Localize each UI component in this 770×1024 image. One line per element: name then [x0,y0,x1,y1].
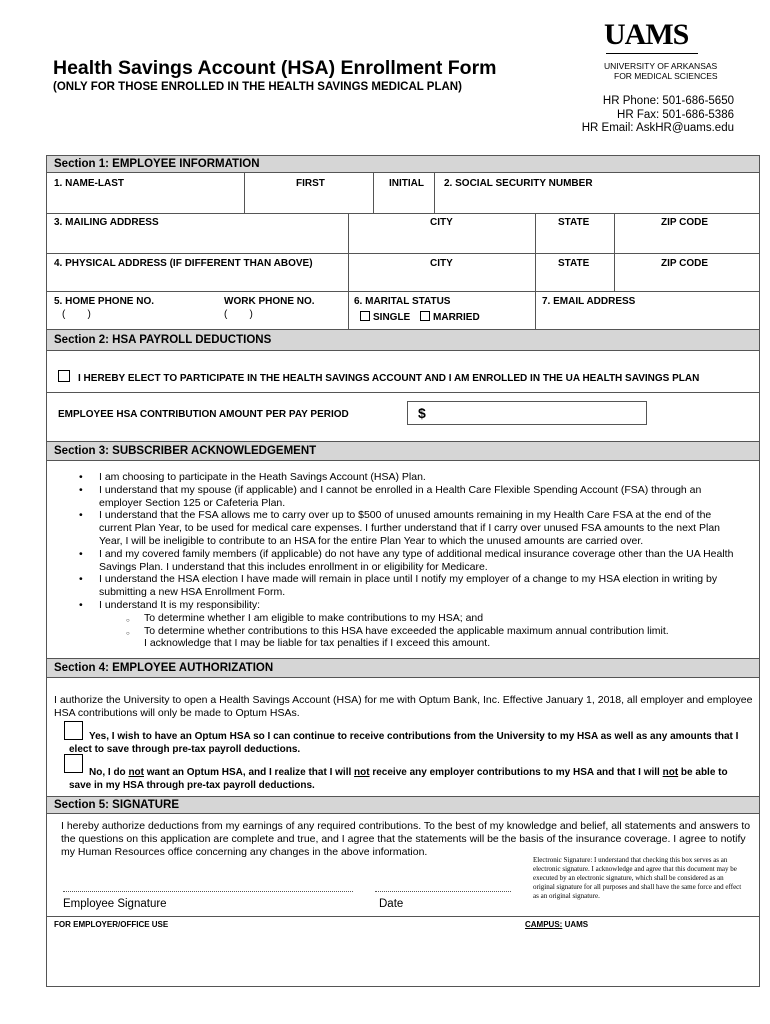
home-phone-paren: ( ) [62,309,91,320]
work-phone-label: WORK PHONE NO. [224,296,315,307]
divider [434,173,435,213]
ack-item: • I understand that the FSA allows me to carry over up to $500 of unused amounts remaining in my Health Care FSA at the end of the current Plan Year, to be used for medical care expenses. I further understand that if I carry over unused FSA amounts to the next Plan Year, I will be ineligible to contribute to an HSA for the entire Plan Year to which the unused amounts are carried over. [54,509,744,547]
mailing-zip-label: ZIP CODE [661,217,709,228]
section-3-heading: Section 3: SUBSCRIBER ACKNOWLEDGEMENT [47,441,759,461]
mailing-address-label: 3. MAILING ADDRESS [54,217,159,228]
divider [348,253,349,291]
no-text: want an Optum HSA, and I realize that I will [144,767,355,778]
enrollment-form [46,155,760,987]
physical-state-label: STATE [558,258,590,269]
elect-label: I HEREBY ELECT TO PARTICIPATE IN THE HEALTH SAVINGS ACCOUNT AND I AM ENROLLED IN THE UA HEALTH SAVINGS PLAN [78,373,700,384]
no-emphasis: not [662,767,679,778]
ack-item: • I and my covered family members (if applicable) do not have any type of additional medical insurance coverage other than the UA Health Savings Plan. I understand that this includes enrollment in or eligibility for Medicare. [54,548,744,574]
marital-status-label: 6. MARITAL STATUS [354,296,451,307]
mailing-city-label: CITY [430,217,453,228]
no-text: be able to [678,767,728,778]
ack-item: • I understand the HSA election I have made will remain in place until I notify my employer of a change to my HSA election in writing by submitting a new HSA Enrollment Form. [54,573,744,599]
campus-label: CAMPUS: [525,920,563,929]
first-name-label: FIRST [296,178,325,189]
divider [47,916,759,917]
authorization-intro: I authorize the University to open a Health Savings Account (HSA) for me with Optum Bank, Inc. Effective January 1, 2018, all employer and employee HSA contributions will only be made to Optum HSAs. [54,694,753,719]
email-label: 7. EMAIL ADDRESS [542,296,636,307]
no-text: receive any employer contributions to my HSA and that I will [369,767,663,778]
date-label: Date [379,898,404,910]
divider [47,392,759,393]
uams-logo: UAMS [604,18,689,51]
logo-divider [606,53,698,54]
acknowledgement-list [54,471,744,650]
name-last-label: 1. NAME-LAST [54,178,124,189]
ack-item: • I am choosing to participate in the Heath Savings Account (HSA) Plan. [54,471,744,484]
campus-value: UAMS [564,920,589,929]
ssn-label: 2. SOCIAL SECURITY NUMBER [444,178,593,189]
signature-authorization-text: I hereby authorize deductions from my earnings of any required contributions. To the best of my knowledge and belief, all statements and answers to the questions on this application are complete and true, and I agree that the statements will be the basis of the insurance coverage. I agree to notify my Human Resources office concerning any changes in the above information. [61,820,751,858]
marital-options [360,311,480,323]
no-emphasis: not [354,767,370,778]
ack-item: • I understand that my spouse (if applicable) and I cannot be enrolled in a Health Care Flexible Spending Account (FSA) through an employer Section 125 or Cafeteria Plan. [54,484,744,510]
no-option [69,767,759,793]
physical-zip-label: ZIP CODE [661,258,709,269]
divider [614,213,615,253]
hr-phone: HR Phone: 501-686-5650 [602,95,734,107]
divider [535,253,536,291]
employee-signature-line[interactable] [63,891,353,892]
single-checkbox[interactable] [360,311,370,321]
yes-line-2: elect to save through pre-tax payroll deductions. [69,743,301,755]
physical-city-label: CITY [430,258,453,269]
form-subtitle: (ONLY FOR THOSE ENROLLED IN THE HEALTH SAVINGS MEDICAL PLAN) [53,81,462,93]
section-1-heading: Section 1: EMPLOYEE INFORMATION [47,156,759,173]
elect-row [58,370,699,384]
divider [348,213,349,253]
contribution-label: EMPLOYEE HSA CONTRIBUTION AMOUNT PER PAY PERIOD [58,409,349,420]
divider [373,173,374,213]
hr-fax: HR Fax: 501-686-5386 [617,108,734,121]
divider [535,213,536,253]
logo-subtitle-1: UNIVERSITY OF ARKANSAS [604,61,718,71]
initial-label: INITIAL [389,178,424,189]
section-5-heading: Section 5: SIGNATURE [47,796,759,814]
ack-item: • I understand It is my responsibility: [54,599,744,612]
no-emphasis: not [128,767,144,778]
divider [348,291,349,329]
yes-option [69,731,759,757]
divider [244,173,245,213]
employee-signature-label: Employee Signature [63,898,167,910]
logo-subtitle-2: FOR MEDICAL SCIENCES [614,71,718,81]
married-label: MARRIED [433,312,480,323]
ack-sub-item: ○ To determine whether contributions to this HSA have exceeded the applicable maximum annual contribution limit. [54,625,744,638]
ack-sub-item: ○ To determine whether I am eligible to make contributions to my HSA; and [54,612,744,625]
electronic-signature-note: Electronic Signature: I understand that checking this box serves as an electronic signature. I acknowledge and agree that this document may be executed by an electronic signature, which shall be considered as an original signature for all purposes and shall have the same force and effect as an original signature. [533,856,742,900]
physical-address-label: 4. PHYSICAL ADDRESS (IF DIFFERENT THAN ABOVE) [54,258,313,269]
divider [47,213,759,214]
office-use-label: FOR EMPLOYER/OFFICE USE [54,920,169,929]
ack-tail: I acknowledge that I may be liable for tax penalties if I exceed this amount. [144,637,491,650]
yes-line-1: Yes, I wish to have an Optum HSA so I can continue to receive contributions from the University to my HSA as well as any amounts that I [89,731,739,742]
married-checkbox[interactable] [420,311,430,321]
divider [47,253,759,254]
campus-row [525,920,588,929]
home-phone-label: 5. HOME PHONE NO. [54,296,155,307]
section-2-heading: Section 2: HSA PAYROLL DEDUCTIONS [47,329,759,351]
no-line-1 [69,767,759,780]
date-line[interactable] [375,891,511,892]
form-title: Health Savings Account (HSA) Enrollment Form [53,57,497,79]
section-4-heading: Section 4: EMPLOYEE AUTHORIZATION [47,658,759,678]
hr-email: HR Email: AskHR@uams.edu [581,122,734,134]
mailing-state-label: STATE [558,217,590,228]
work-phone-paren: ( ) [224,309,253,320]
no-line-2: save in my HSA through pre-tax payroll deductions. [69,779,315,791]
contribution-amount-field[interactable] [407,401,647,425]
elect-checkbox[interactable] [58,370,70,382]
divider [614,253,615,291]
no-text: No, I do [89,767,129,778]
hr-contact [582,95,734,136]
single-label: SINGLE [373,312,411,323]
divider [535,291,536,329]
dollar-sign: $ [418,405,426,421]
divider [47,291,759,292]
